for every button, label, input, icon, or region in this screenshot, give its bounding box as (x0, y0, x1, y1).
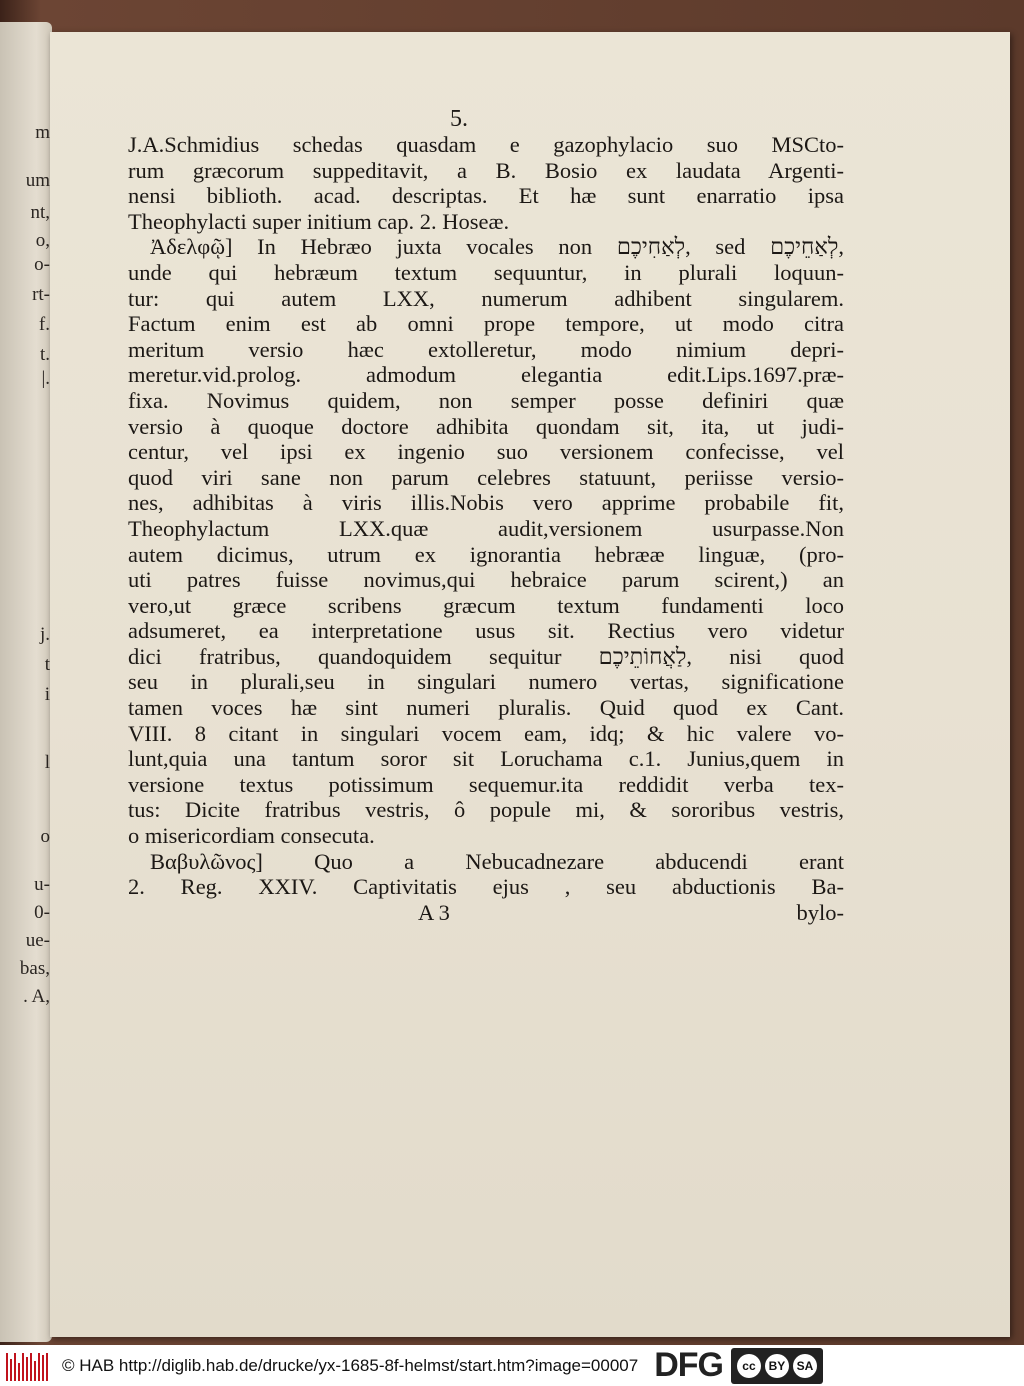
margin-fragment: rt- (32, 284, 50, 305)
text-line: dici fratribus, quandoquidem sequitur לַאֲחוֹתֵיכֶם, nisi quod (128, 643, 844, 669)
barcode-bar (26, 1357, 28, 1381)
copyright-link[interactable]: © HAB http://diglib.hab.de/drucke/yx-1685-8f-helmst/start.htm?image=00007 (62, 1355, 639, 1375)
text-line: Factum enim est ab omni prope tempore, ut modo citra (128, 311, 844, 337)
margin-fragment: ue- (25, 930, 50, 951)
margin-fragment: t. (39, 344, 50, 365)
margin-fragment: |. (41, 368, 50, 389)
text-line: centur, vel ipsi ex ingenio suo versionem confecisse, vel (128, 439, 844, 465)
margin-fragment: t (44, 654, 50, 675)
book-page (50, 32, 1010, 1337)
margin-fragment: i (44, 684, 50, 705)
margin-fragment: . A, (23, 986, 50, 1007)
text-line: tur: qui autem LXX, numerum adhibent singularem. (128, 285, 844, 311)
margin-fragment: o, (35, 230, 50, 251)
footer-bar (0, 1345, 1024, 1386)
margin-fragment: 0- (34, 902, 50, 923)
margin-fragment: j. (39, 624, 50, 645)
text-line: versione textus potissimum sequemur.ita reddidit verba tex- (128, 771, 844, 797)
text-line: seu in plurali,seu in singulari numero vertas, significatione (128, 669, 844, 695)
margin-fragment: l (44, 752, 50, 773)
margin-fragment: bas, (19, 958, 50, 979)
barcode-bar (30, 1353, 32, 1381)
barcode-bar (46, 1353, 48, 1381)
text-line: vero,ut græce scribens græcum textum fundamenti loco (128, 592, 844, 618)
barcode-icon (6, 1351, 48, 1381)
barcode-bar (10, 1359, 12, 1381)
barcode-bar (42, 1355, 44, 1381)
text-line: Ἀδελφῷ] In Hebræo juxta vocales non לְאַחִיכֶם, sed לְאַחֵיכֶם, (150, 234, 844, 260)
sa-icon: SA (793, 1354, 817, 1378)
text-line: lunt,quia una tantum soror sit Loruchama c.1. Junius,quem in (128, 746, 844, 772)
text-line: nes, adhibitas à viris illis.Nobis vero apprime probabile fit, (128, 490, 844, 516)
margin-fragment: o- (34, 254, 50, 275)
barcode-bar (6, 1353, 8, 1381)
margin-fragment: um (25, 170, 50, 191)
by-icon: BY (765, 1354, 789, 1378)
text-line: 2. Reg. XXIV. Captivitatis ejus , seu abductionis Ba- (128, 874, 844, 900)
page-number: 5. (450, 106, 468, 132)
margin-fragment: m (35, 122, 50, 143)
dfg-logo: DFG (654, 1346, 723, 1384)
margin-fragment: o (40, 826, 50, 847)
margin-fragment: f. (38, 314, 50, 335)
text-line: Theophylactum LXX.quæ audit,versionem usurpasse.Non (128, 515, 844, 541)
cc-license-badge[interactable] (731, 1348, 823, 1384)
cc-icon: cc (737, 1354, 761, 1378)
text-line: o misericordiam consecuta. (128, 823, 375, 849)
text-line: VIII. 8 citant in singulari vocem eam, idq; & hic valere vo- (128, 720, 844, 746)
text-line: Theophylacti super initium cap. 2. Hoseæ. (128, 208, 510, 234)
catchword: bylo- (796, 899, 844, 925)
text-line: meretur.vid.prolog. admodum elegantia edit.Lips.1697.præ- (128, 362, 844, 388)
barcode-bar (14, 1353, 16, 1381)
previous-page-edge (0, 22, 52, 1342)
text-line: Βαβυλῶνος] Quo a Nebucadnezare abducendi erant (150, 848, 844, 874)
text-line: autem dicimus, utrum ex ignorantia hebrææ linguæ, (pro- (128, 541, 844, 567)
barcode-bar (18, 1363, 20, 1381)
text-line: nensi biblioth. acad. descriptas. Et hæ sunt enarratio ipsa (128, 183, 844, 209)
text-line: meritum versio hæc extolleretur, modo nimium depri- (128, 336, 844, 362)
barcode-bar (34, 1361, 36, 1381)
text-line: J.A.Schmidius schedas quasdam e gazophylacio suo MSCto- (128, 132, 844, 157)
text-block (128, 132, 844, 925)
text-line: quod viri sane non parum celebres statuunt, periisse versio- (128, 464, 844, 490)
barcode-bar (38, 1353, 40, 1381)
barcode-bar (22, 1353, 24, 1381)
page-footer-row (128, 900, 844, 926)
text-line: rum græcorum suppeditavit, a B. Bosio ex laudata Argenti- (128, 157, 844, 183)
signature-mark: A 3 (418, 899, 450, 925)
text-line: fixa. Novimus quidem, non semper posse definiri quæ (128, 387, 844, 413)
text-line: tamen voces hæ sint numeri pluralis. Quid quod ex Cant. (128, 695, 844, 721)
text-line: tus: Dicite fratribus vestris, ô popule mi, & sororibus vestris, (128, 797, 844, 823)
text-line: uti patres fuisse novimus,qui hebraice parum scirent,) an (128, 567, 844, 593)
text-line: unde qui hebræum textum sequuntur, in plurali loquun- (128, 259, 844, 285)
text-line: versio à quoque doctore adhibita quondam sit, ita, ut judi- (128, 413, 844, 439)
margin-fragment: nt, (30, 202, 50, 223)
text-line: adsumeret, ea interpretatione usus sit. Rectius vero videtur (128, 618, 844, 644)
margin-fragment: u- (34, 874, 50, 895)
